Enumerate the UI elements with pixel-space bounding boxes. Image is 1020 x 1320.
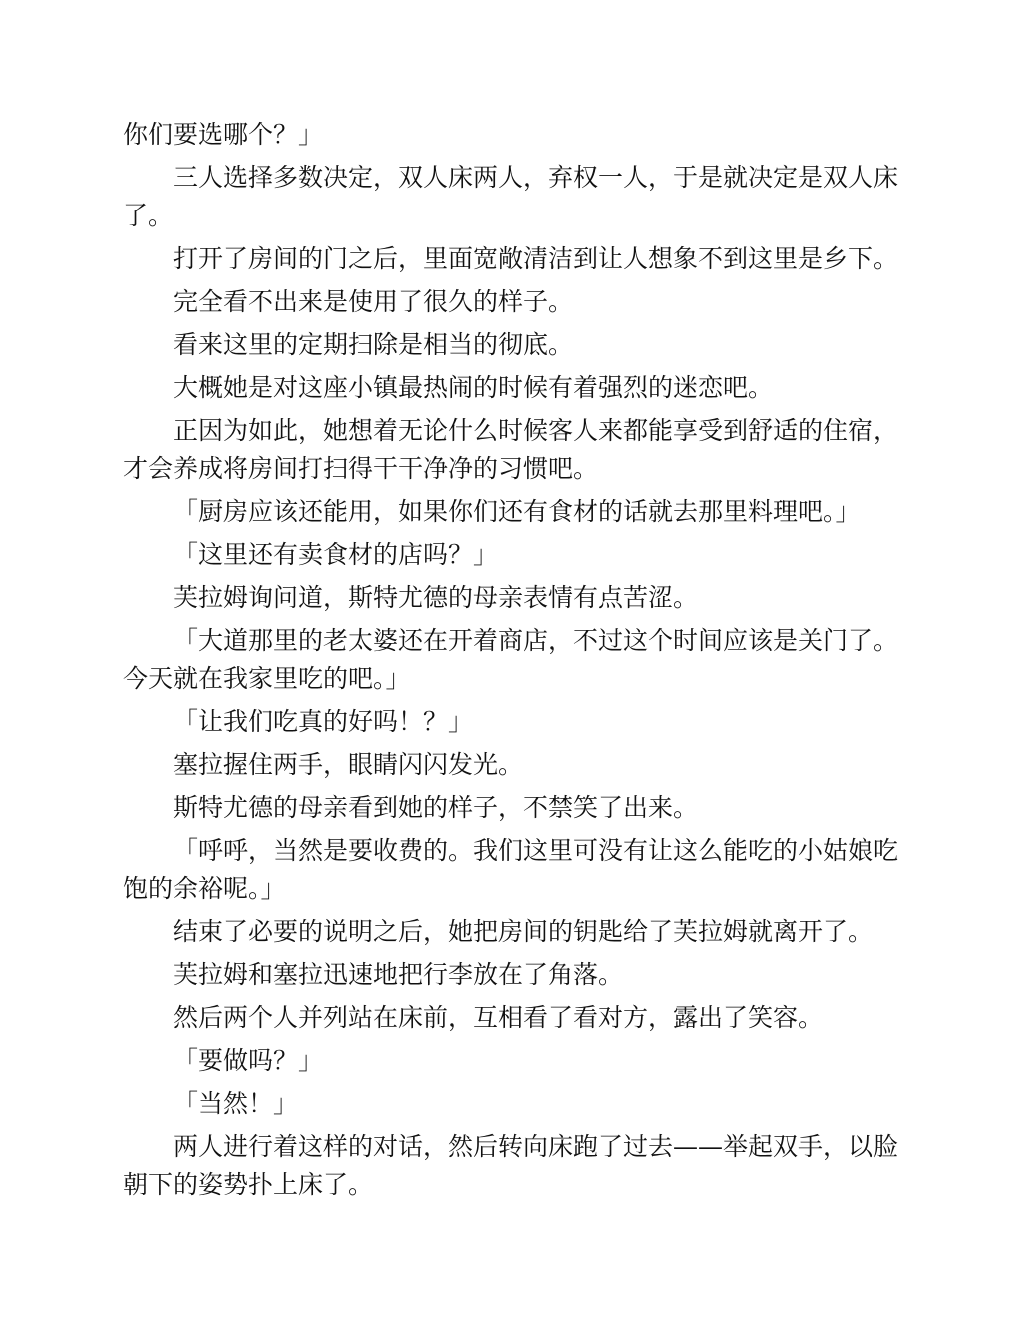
text-line: 看来这里的定期扫除是相当的彻底。 bbox=[173, 330, 574, 359]
paragraph bbox=[123, 622, 899, 698]
paragraph bbox=[123, 159, 899, 235]
text-line: 才会养成将房间打扫得干干净净的习惯吧。 bbox=[123, 454, 599, 483]
paragraph bbox=[123, 832, 899, 908]
text-line: 朝下的姿势扑上床了。 bbox=[123, 1170, 374, 1199]
paragraph bbox=[123, 240, 899, 278]
paragraph bbox=[123, 283, 899, 321]
text-line: 「当然！」 bbox=[173, 1089, 299, 1118]
text-line: 芙拉姆询问道，斯特尤德的母亲表情有点苦涩。 bbox=[173, 583, 699, 612]
paragraph bbox=[123, 493, 899, 531]
paragraph bbox=[123, 703, 899, 741]
text-line: 斯特尤德的母亲看到她的样子，不禁笑了出来。 bbox=[173, 793, 699, 822]
paragraph bbox=[123, 956, 899, 994]
text-line: 「要做吗？」 bbox=[173, 1046, 324, 1075]
paragraph bbox=[123, 913, 899, 951]
text-line: 你们要选哪个？」 bbox=[123, 120, 324, 149]
paragraph bbox=[123, 536, 899, 574]
paragraph bbox=[123, 746, 899, 784]
text-line: 打开了房间的门之后，里面宽敞清洁到让人想象不到这里是乡下。 bbox=[173, 244, 899, 273]
paragraph bbox=[123, 1042, 899, 1080]
text-line: 了。 bbox=[123, 201, 174, 230]
text-line: 今天就在我家里吃的吧。」 bbox=[123, 664, 411, 693]
text-line: 两人进行着这样的对话，然后转向床跑了过去——举起双手，以脸 bbox=[173, 1132, 899, 1161]
paragraph bbox=[123, 579, 899, 617]
paragraph bbox=[123, 789, 899, 827]
text-line: 饱的余裕呢。」 bbox=[123, 874, 286, 903]
document-page bbox=[123, 116, 899, 1204]
text-line: 大概她是对这座小镇最热闹的时候有着强烈的迷恋吧。 bbox=[173, 373, 774, 402]
paragraph bbox=[123, 1128, 899, 1204]
text-line: 「呼呼，当然是要收费的。我们这里可没有让这么能吃的小姑娘吃 bbox=[173, 836, 899, 865]
text-line: 结束了必要的说明之后，她把房间的钥匙给了芙拉姆就离开了。 bbox=[173, 917, 874, 946]
paragraph bbox=[123, 1085, 899, 1123]
paragraph bbox=[123, 412, 899, 488]
paragraph bbox=[123, 999, 899, 1037]
text-line: 「让我们吃真的好吗！？」 bbox=[173, 707, 474, 736]
text-line: 芙拉姆和塞拉迅速地把行李放在了角落。 bbox=[173, 960, 624, 989]
text-line: 然后两个人并列站在床前，互相看了看对方，露出了笑容。 bbox=[173, 1003, 824, 1032]
paragraph bbox=[123, 116, 899, 154]
text-line: 完全看不出来是使用了很久的样子。 bbox=[173, 287, 574, 316]
text-line: 「大道那里的老太婆还在开着商店，不过这个时间应该是关门了。 bbox=[173, 626, 899, 655]
text-line: 塞拉握住两手，眼睛闪闪发光。 bbox=[173, 750, 524, 779]
paragraph bbox=[123, 369, 899, 407]
text-line: 三人选择多数决定，双人床两人，弃权一人，于是就决定是双人床 bbox=[173, 163, 899, 192]
text-line: 「厨房应该还能用，如果你们还有食材的话就去那里料理吧。」 bbox=[173, 497, 861, 526]
text-line: 「这里还有卖食材的店吗？」 bbox=[173, 540, 499, 569]
paragraph bbox=[123, 326, 899, 364]
text-line: 正因为如此，她想着无论什么时候客人来都能享受到舒适的住宿， bbox=[173, 416, 899, 445]
